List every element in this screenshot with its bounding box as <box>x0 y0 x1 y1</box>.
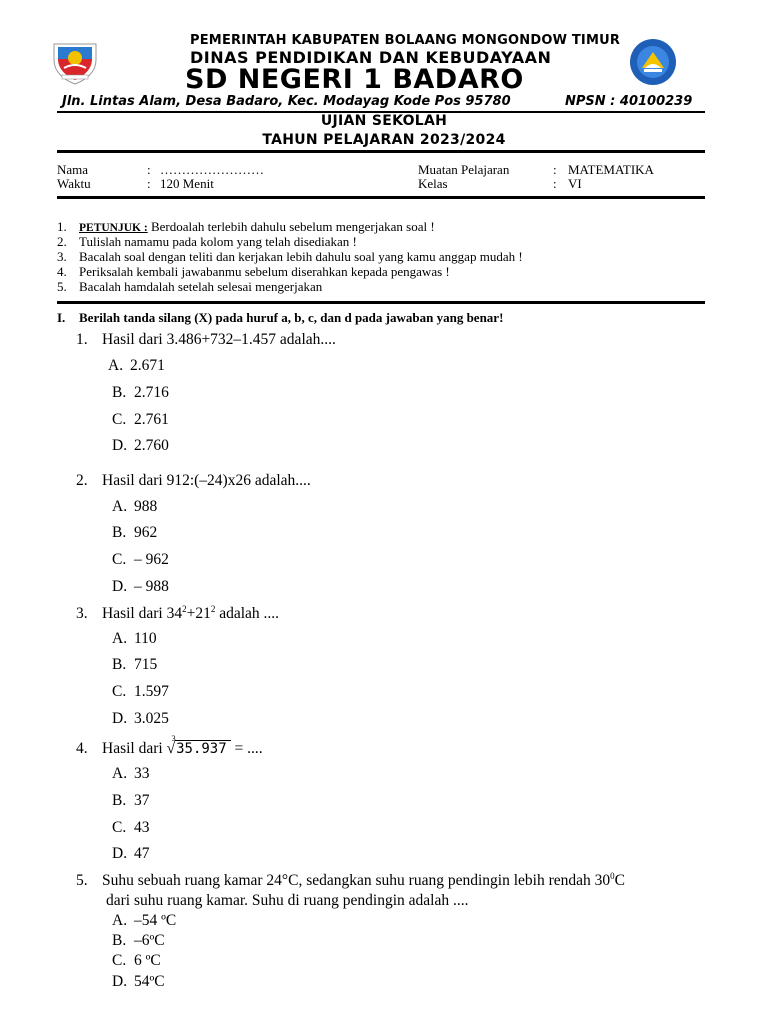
info-divider <box>57 196 705 199</box>
option-d[interactable]: D. 47 <box>112 845 150 862</box>
option-d[interactable]: D. 3.025 <box>112 710 169 727</box>
title-divider <box>57 150 705 153</box>
option-a[interactable]: A. 110 <box>112 630 157 647</box>
section-heading: I. Berilah tanda silang (X) pada huruf a, b, c, dan d pada jawaban yang benar! <box>57 310 504 325</box>
option-a[interactable]: A. 33 <box>112 765 150 782</box>
option-b[interactable]: B. 2.716 <box>112 384 169 401</box>
option-c[interactable]: C. 43 <box>112 819 150 836</box>
kelas-label: Kelas <box>418 176 448 191</box>
mapel-label: Muatan Pelajaran <box>418 162 510 177</box>
nama-colon: : <box>147 162 151 177</box>
petunjuk-label: PETUNJUK : <box>79 222 148 234</box>
instruction-item: 2. Tulislah namamu pada kolom yang telah disediakan ! <box>57 234 357 249</box>
option-b[interactable]: B. 962 <box>112 524 158 541</box>
npsn: NPSN : 40100239 <box>565 94 693 109</box>
instructions-divider <box>57 301 705 304</box>
option-b[interactable]: B. 715 <box>112 656 158 673</box>
question-3: 3. Hasil dari $34^2+21^2$ adalah .... <box>76 604 280 623</box>
question-1: 1. Hasil dari 3.486+732–1.457 adalah.... <box>76 331 336 348</box>
instruction-item: 4. Periksalah kembali jawabanmu sebelum diserahkan kepada pengawas ! <box>57 264 450 279</box>
option-d[interactable]: D. – 988 <box>112 578 169 595</box>
instruction-item: 5. Bacalah hamdalah setelah selesai mengerjakan <box>57 279 323 294</box>
option-b[interactable]: B. 37 <box>112 792 150 809</box>
exam-year: TAHUN PELAJARAN 2023/2024 <box>262 132 506 148</box>
root-index: 3 <box>171 734 176 743</box>
exam-title: UJIAN SEKOLAH <box>320 113 448 129</box>
instruction-item: 3. Bacalah soal dengan teliti dan kerjakan lebih dahulu soal yang kamu anggap mudah ! <box>57 249 523 264</box>
instruction-item: 1. PETUNJUK : Berdoalah terlebih dahulu sebelum mengerjakan soal ! <box>57 219 435 234</box>
question-5: 5. Suhu sebuah ruang kamar 24°C, sedangkan suhu ruang pendingin lebih rendah $30^0C$ <box>76 871 625 890</box>
exponent: 2 <box>182 604 187 614</box>
option-c[interactable]: C. – 962 <box>112 551 169 568</box>
department-line: DINAS PENDIDIKAN DAN KEBUDAYAAN <box>190 48 552 67</box>
kelas-colon: : <box>553 176 557 191</box>
option-a[interactable]: A. –54 ºC <box>112 912 177 929</box>
school-address-line <box>62 94 693 109</box>
waktu-colon: : <box>147 176 151 191</box>
school-address: Jln. Lintas Alam, Desa Badaro, Kec. Modayag Kode Pos 95780 <box>62 94 511 109</box>
option-c[interactable]: C. 1.597 <box>112 683 169 700</box>
school-name: SD NEGERI 1 BADARO <box>185 64 524 95</box>
option-d[interactable]: D. 2.760 <box>112 437 169 454</box>
option-a[interactable]: A. 2.671 <box>108 357 165 374</box>
option-a[interactable]: A. 988 <box>112 498 158 515</box>
nama-field: …………………… <box>160 162 264 177</box>
question-4: 4. Hasil dari 3 √35.937 = .... <box>76 734 263 757</box>
government-line: PEMERINTAH KABUPATEN BOLAANG MONGONDOW TIMUR <box>190 33 621 48</box>
mapel-colon: : <box>553 162 557 177</box>
question-2: 2. Hasil dari 912:(–24)x26 adalah.... <box>76 472 311 489</box>
cube-root <box>166 734 231 758</box>
radicand: 35.937 <box>175 740 231 757</box>
waktu-value: 120 Menit <box>160 176 214 191</box>
mapel-value: MATEMATIKA <box>568 162 654 177</box>
option-d[interactable]: D. 54ºC <box>112 973 165 990</box>
kelas-value: VI <box>568 176 582 191</box>
regency-logo <box>50 38 100 86</box>
tut-wuri-handayani-logo <box>622 38 684 86</box>
option-c[interactable]: C. 2.761 <box>112 411 169 428</box>
exponent: 2 <box>210 604 216 614</box>
option-c[interactable]: C. 6 ºC <box>112 952 161 969</box>
question-5-continued: dari suhu ruang kamar. Suhu di ruang pendingin adalah .... <box>106 892 469 909</box>
option-b[interactable]: B. –6ºC <box>112 932 165 949</box>
radical-sign: √ <box>166 740 176 757</box>
waktu-label: Waktu <box>57 176 91 191</box>
degree-superscript: 0 <box>610 871 615 881</box>
nama-label: Nama <box>57 162 89 177</box>
